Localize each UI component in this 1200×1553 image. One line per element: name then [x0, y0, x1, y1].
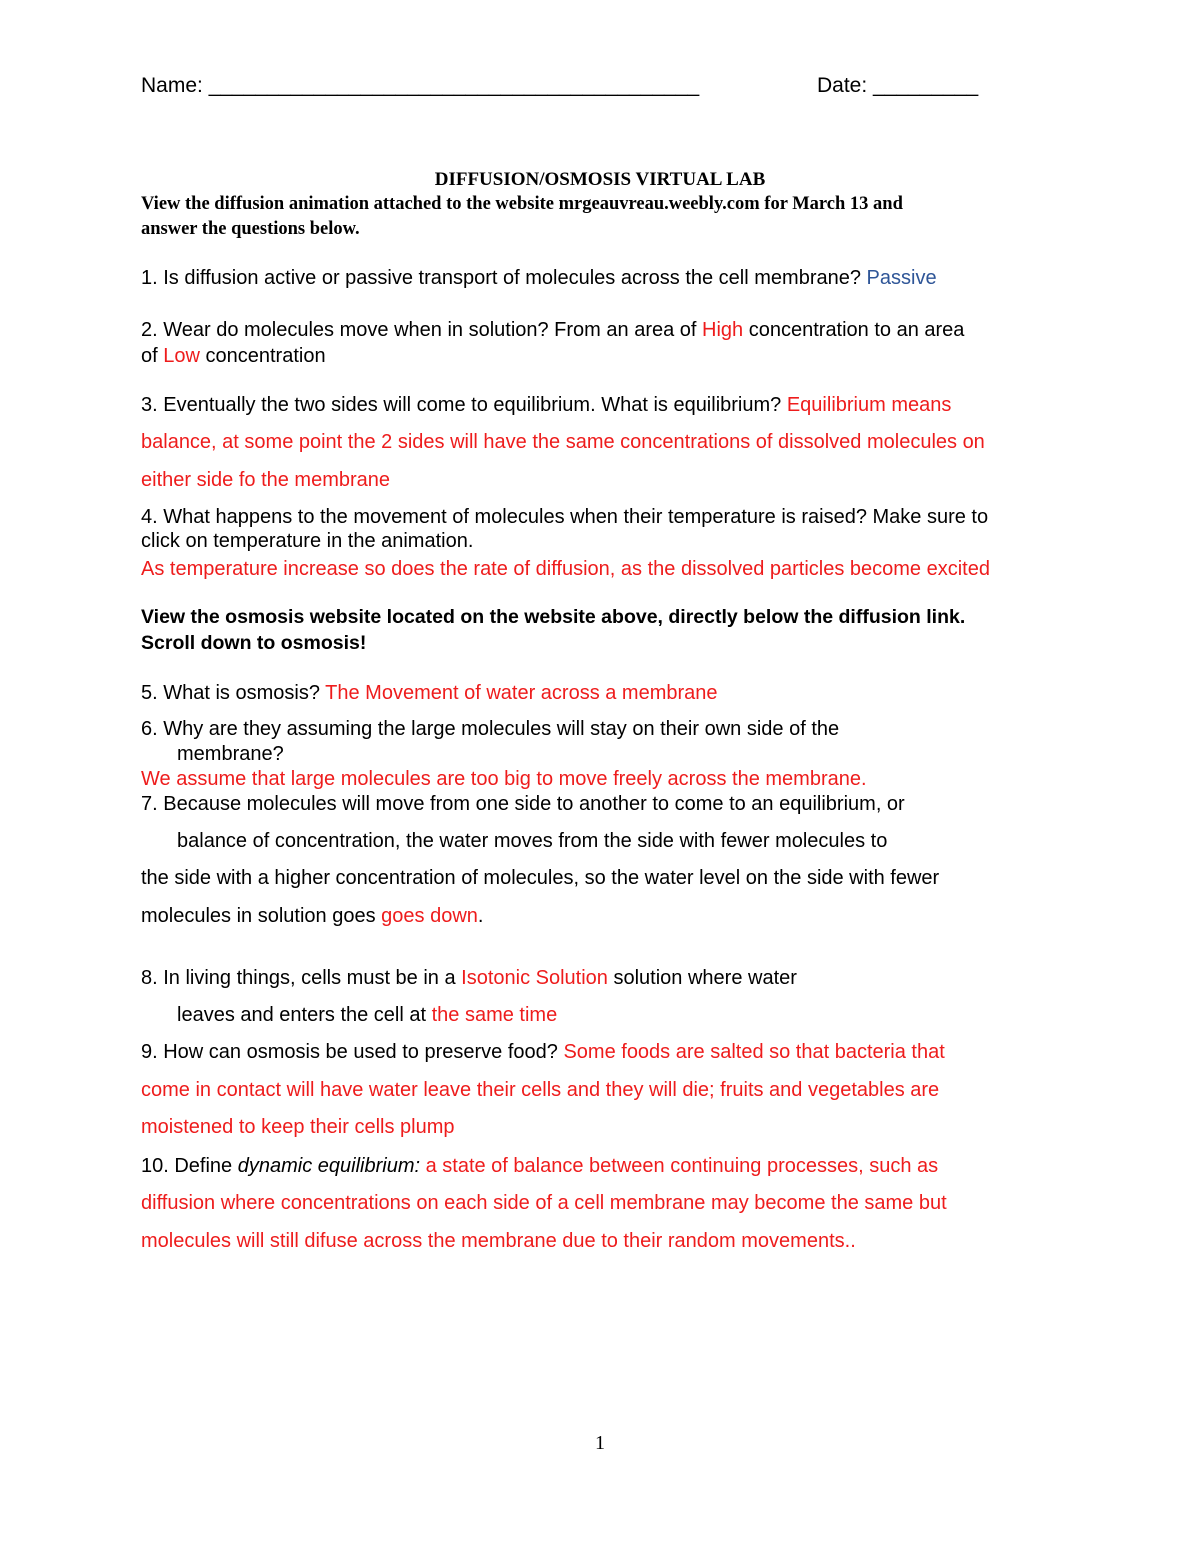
date-line — [817, 75, 978, 96]
question-2-text-cont: concentration to an area — [743, 319, 965, 341]
answer-10-line-3: molecules will still difuse across the membrane due to their random movements.. — [141, 1230, 856, 1252]
question-2-line-2 — [141, 346, 326, 366]
question-3-line-1 — [141, 395, 951, 415]
question-9-line-1 — [141, 1042, 945, 1062]
question-8-line-2 — [177, 1005, 557, 1025]
name-line — [141, 75, 699, 96]
answer-3-line-2: balance, at some point the 2 sides will have the same concentrations of dissolved molecules on — [141, 431, 985, 453]
date-field[interactable]: _________ — [873, 74, 979, 97]
question-9-text: 9. How can osmosis be used to preserve food? — [141, 1041, 564, 1063]
osmosis-intro-line-1: View the osmosis website located on the website above, directly below the diffusion link. — [141, 606, 966, 628]
page-title: DIFFUSION/OSMOSIS VIRTUAL LAB — [434, 169, 766, 190]
answer-2a: High — [702, 319, 744, 341]
question-6-line-2: membrane? — [177, 743, 284, 765]
question-2-text: 2. Wear do molecules move when in solution? From an area of — [141, 319, 703, 341]
question-7-line-2: balance of concentration, the water moves from the side with fewer molecules to — [177, 830, 888, 852]
answer-1: Passive — [866, 267, 937, 289]
intro-line-2: answer the questions below. — [141, 219, 360, 239]
question-2-text-2: of — [141, 345, 164, 367]
answer-8a: Isotonic Solution — [461, 967, 608, 989]
answer-2b: Low — [163, 345, 200, 367]
question-4-line-1: 4. What happens to the movement of molecules when their temperature is raised? Make sure to — [141, 506, 989, 528]
answer-9a: Some foods are salted so that bacteria that — [563, 1041, 945, 1063]
question-6-line-1: 6. Why are they assuming the large molecules will stay on their own side of the — [141, 718, 840, 740]
question-5-text: 5. What is osmosis? — [141, 682, 326, 704]
question-8-line-1 — [141, 968, 797, 988]
question-3-text: 3. Eventually the two sides will come to equilibrium. What is equilibrium? — [141, 394, 787, 416]
question-7-period: . — [477, 905, 484, 927]
question-7-line-3: the side with a higher concentration of molecules, so the water level on the side with fewer — [141, 867, 940, 889]
answer-7: goes down — [381, 905, 478, 927]
name-label: Name: — [141, 74, 209, 97]
question-1-text: 1. Is diffusion active or passive transport of molecules across the cell membrane? — [141, 267, 867, 289]
question-10-text: 10. Define — [141, 1155, 238, 1177]
answer-8b: the same time — [431, 1004, 558, 1026]
date-label: Date: — [817, 74, 874, 97]
answer-10-line-2: diffusion where concentrations on each side of a cell membrane may become the same but — [141, 1192, 947, 1214]
question-2-line-1 — [141, 320, 964, 340]
answer-9-line-2: come in contact will have water leave their cells and they will die; fruits and vegetables are — [141, 1079, 940, 1101]
question-5 — [141, 683, 718, 703]
answer-5: The Movement of water across a membrane — [325, 682, 718, 704]
question-2-text-3: concentration — [199, 345, 326, 367]
name-field[interactable]: __________________________________________ — [208, 74, 700, 97]
question-7-line-4 — [141, 906, 483, 926]
question-8-text: 8. In living things, cells must be in a — [141, 967, 462, 989]
question-10-line-1 — [141, 1156, 938, 1176]
answer-4: As temperature increase so does the rate of diffusion, as the dissolved particles become excited — [141, 558, 990, 580]
question-4-line-2: click on temperature in the animation. — [141, 530, 474, 552]
question-7-text-4: molecules in solution goes — [141, 905, 382, 927]
question-7-line-1: 7. Because molecules will move from one side to another to come to an equilibrium, or — [141, 793, 905, 815]
answer-6: We assume that large molecules are too big to move freely across the membrane. — [141, 768, 867, 790]
answer-10a: a state of balance between continuing processes, such as — [420, 1155, 939, 1177]
page-number: 1 — [595, 1432, 605, 1454]
answer-3a: Equilibrium means — [786, 394, 952, 416]
question-8-text-cont: solution where water — [607, 967, 797, 989]
question-8-text-2: leaves and enters the cell at — [177, 1004, 432, 1026]
answer-9-line-3: moistened to keep their cells plump — [141, 1116, 455, 1138]
question-1 — [141, 268, 937, 288]
osmosis-intro-line-2: Scroll down to osmosis! — [141, 632, 367, 654]
question-10-term: dynamic equilibrium: — [237, 1155, 421, 1177]
intro-line-1: View the diffusion animation attached to the website mrgeauvreau.weebly.com for March 13 and — [141, 194, 903, 214]
answer-3-line-3: either side fo the membrane — [141, 469, 391, 491]
